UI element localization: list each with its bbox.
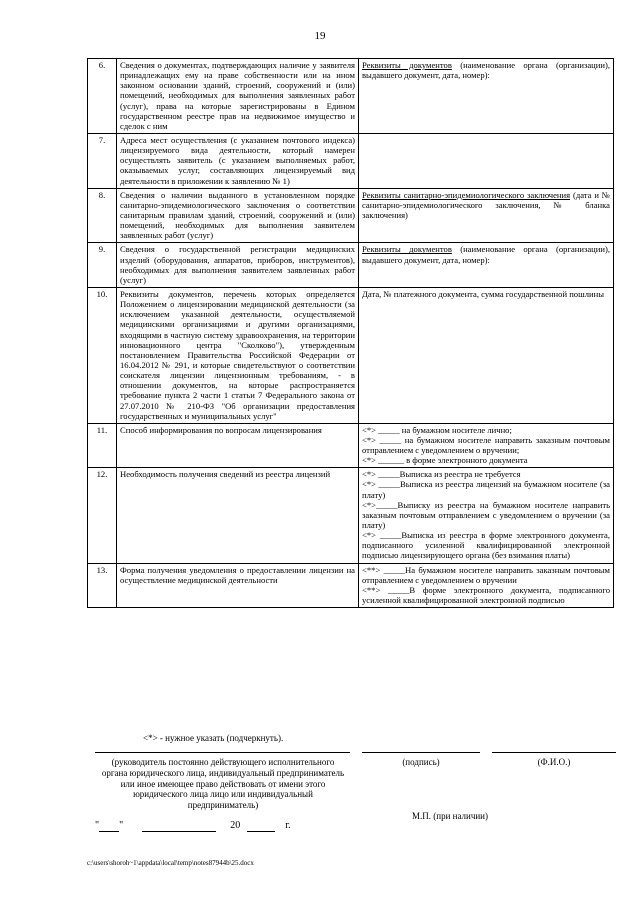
- table-row: [88, 468, 614, 563]
- row-value: [359, 59, 614, 134]
- month-blank: [142, 820, 216, 832]
- row-label: Сведения о документах, подтверждающих наличие у заявителя принадлежащих ему на праве собственности или на ином законном основании зданий, строений, сооружений и (или) помещений, необходимых для выполнения заявленных работ (услуг), права на которые зарегистрированы в Едином государственном реестре прав на недвижимое имущество и сделок с ним: [117, 59, 359, 134]
- official-signature-line: [95, 752, 350, 753]
- option-item: <**> _____В форме электронного документа, подписанного усиленной квалифицированной электронной подписью: [362, 584, 610, 606]
- row-label: Реквизиты документов, перечень которых определяется Положением о лицензировании медицинской деятельности (за исключением указанной деятельности, осуществляемой медицинскими организациями и другими организациями, входящими в частную систему здравоохранения, на территории инновационного центра "Сколково"), утвержденным постановлением Правительства Российской Федерации от 16.04.2012 № 291, и которые свидетельствуют о соответствии соискателя лицензии лицензионным требованиям, - в отношении документов, на которые распространяется требование пункта 2 части 1 статьи 7 Федерального закона от 27.07.2010 № 210-ФЗ "Об организации предоставления государственных и муниципальных услуг": [117, 287, 359, 423]
- option-item: <*>_____Выписку из реестра на бумажном носителе направить заказным почтовым отправлением с уведомлением о вручении (за плату): [362, 499, 610, 531]
- row-label: Форма получения уведомления о предоставлении лицензии на осуществление медицинской деятельности: [117, 563, 359, 608]
- row-label: Адреса мест осуществления (с указанием почтового индекса) лицензируемого вида деятельности, который намерен осуществлять заявитель (с указанием выполняемых работ, оказываемых услуг, составляющих лицензируемый вид деятельности в приложении к заявлению № 1): [117, 133, 359, 188]
- table-row: [88, 287, 614, 423]
- option-item: <*> ______ в форме электронного документа: [362, 455, 528, 466]
- option-item: <*> _____Выписка из реестра лицензий на бумажном носителе (за плату): [362, 479, 610, 500]
- year-suffix: г.: [285, 820, 291, 831]
- table-row: [88, 243, 614, 288]
- signature-caption: (подпись): [402, 757, 440, 767]
- row-value: [359, 133, 614, 188]
- row-number: 9.: [88, 243, 117, 288]
- date-quote-close: ": [119, 820, 124, 831]
- signature-line: [362, 752, 480, 753]
- file-path: c:\users\shoroh~1\appdata\local\temp\notes87944b\25.docx: [87, 859, 254, 867]
- row-number: 7.: [88, 133, 117, 188]
- row-label: Сведения о государственной регистрации медицинских изделий (оборудования, аппаратов, приборов, инструментов), необходимых для выполнения заявителем заявленных работ (услуг): [117, 243, 359, 288]
- fio-line: [492, 752, 616, 753]
- requisites-text: (наименование органа (организации), выдавшего документ, дата, номер):: [362, 244, 610, 265]
- row-number: 10.: [88, 287, 117, 423]
- row-number: 12.: [88, 468, 117, 563]
- page-number: 19: [314, 30, 326, 42]
- requisites-text: (наименование органа (организации), выдавшего документ, дата, номер):: [362, 60, 610, 81]
- year-blank: [247, 820, 275, 832]
- option-item: <*> _____ на бумажном носителе лично;: [362, 424, 512, 435]
- row-number: 6.: [88, 59, 117, 134]
- date-row: [95, 820, 291, 832]
- option-item: <*> _____Выписка из реестра в форме электронного документа, подписанного усиленной квалифицированной электронной подписью лицензирующего органа (без взимания платы): [362, 530, 610, 561]
- official-caption: (руководитель постоянно действующего исполнительного органа юридического лица, индивидуальный предприниматель или иное имеющее право действовать от имени этого юридического лица лицо или индивидуальный предприниматель): [101, 757, 345, 811]
- row-number: 13.: [88, 563, 117, 608]
- requisites-label: Реквизиты документов: [362, 244, 452, 255]
- row-value: [359, 188, 614, 243]
- row-number: 11.: [88, 423, 117, 468]
- option-item: <*> _____Выписка из реестра не требуется: [362, 469, 521, 480]
- footnote: <*> - нужное указать (подчеркнуть).: [143, 733, 284, 743]
- option-item: <**> _____На бумажном носителе направить заказным почтовым отправлением с уведомлением о вручении: [362, 564, 610, 585]
- stamp-caption: М.П. (при наличии): [412, 811, 488, 821]
- row-value: [359, 468, 614, 563]
- requisites-label: Реквизиты документов: [362, 60, 452, 70]
- option-item: <*> _____ на бумажном носителе направить заказным почтовым отправлением с уведомлением о вручении;: [362, 434, 610, 456]
- requisites-text: Дата, № платежного документа, сумма государственной пошлины: [362, 288, 604, 299]
- row-number: 8.: [88, 188, 117, 243]
- fio-caption: (Ф.И.О.): [537, 757, 571, 767]
- requisites-label: Реквизиты санитарно-эпидемиологического заключения: [362, 189, 571, 200]
- table-row: [88, 59, 614, 134]
- table-row: [88, 188, 614, 243]
- day-blank: [99, 820, 119, 832]
- row-value: [359, 243, 614, 288]
- row-value: [359, 423, 614, 468]
- table-row: [88, 133, 614, 188]
- year-century: 20: [230, 820, 241, 831]
- row-value: [359, 287, 614, 423]
- application-table: [87, 58, 614, 608]
- table-row: [88, 423, 614, 468]
- row-value: [359, 563, 614, 608]
- requisites-text: (дата и № санитарно-эпидемиологического заключения, № бланка заключения): [362, 189, 610, 220]
- table-row: [88, 563, 614, 608]
- row-label: Необходимость получения сведений из реестра лицензий: [117, 468, 359, 563]
- date-quote-open: ": [95, 820, 100, 831]
- row-label: Сведения о наличии выданного в установленном порядке санитарно-эпидемиологического заключения о соответствии санитарным правилам зданий, строений, сооружений и (или) помещений, необходимых для выполнения заявителем заявленных работ (услуг): [117, 188, 359, 243]
- row-label: Способ информирования по вопросам лицензирования: [117, 423, 359, 468]
